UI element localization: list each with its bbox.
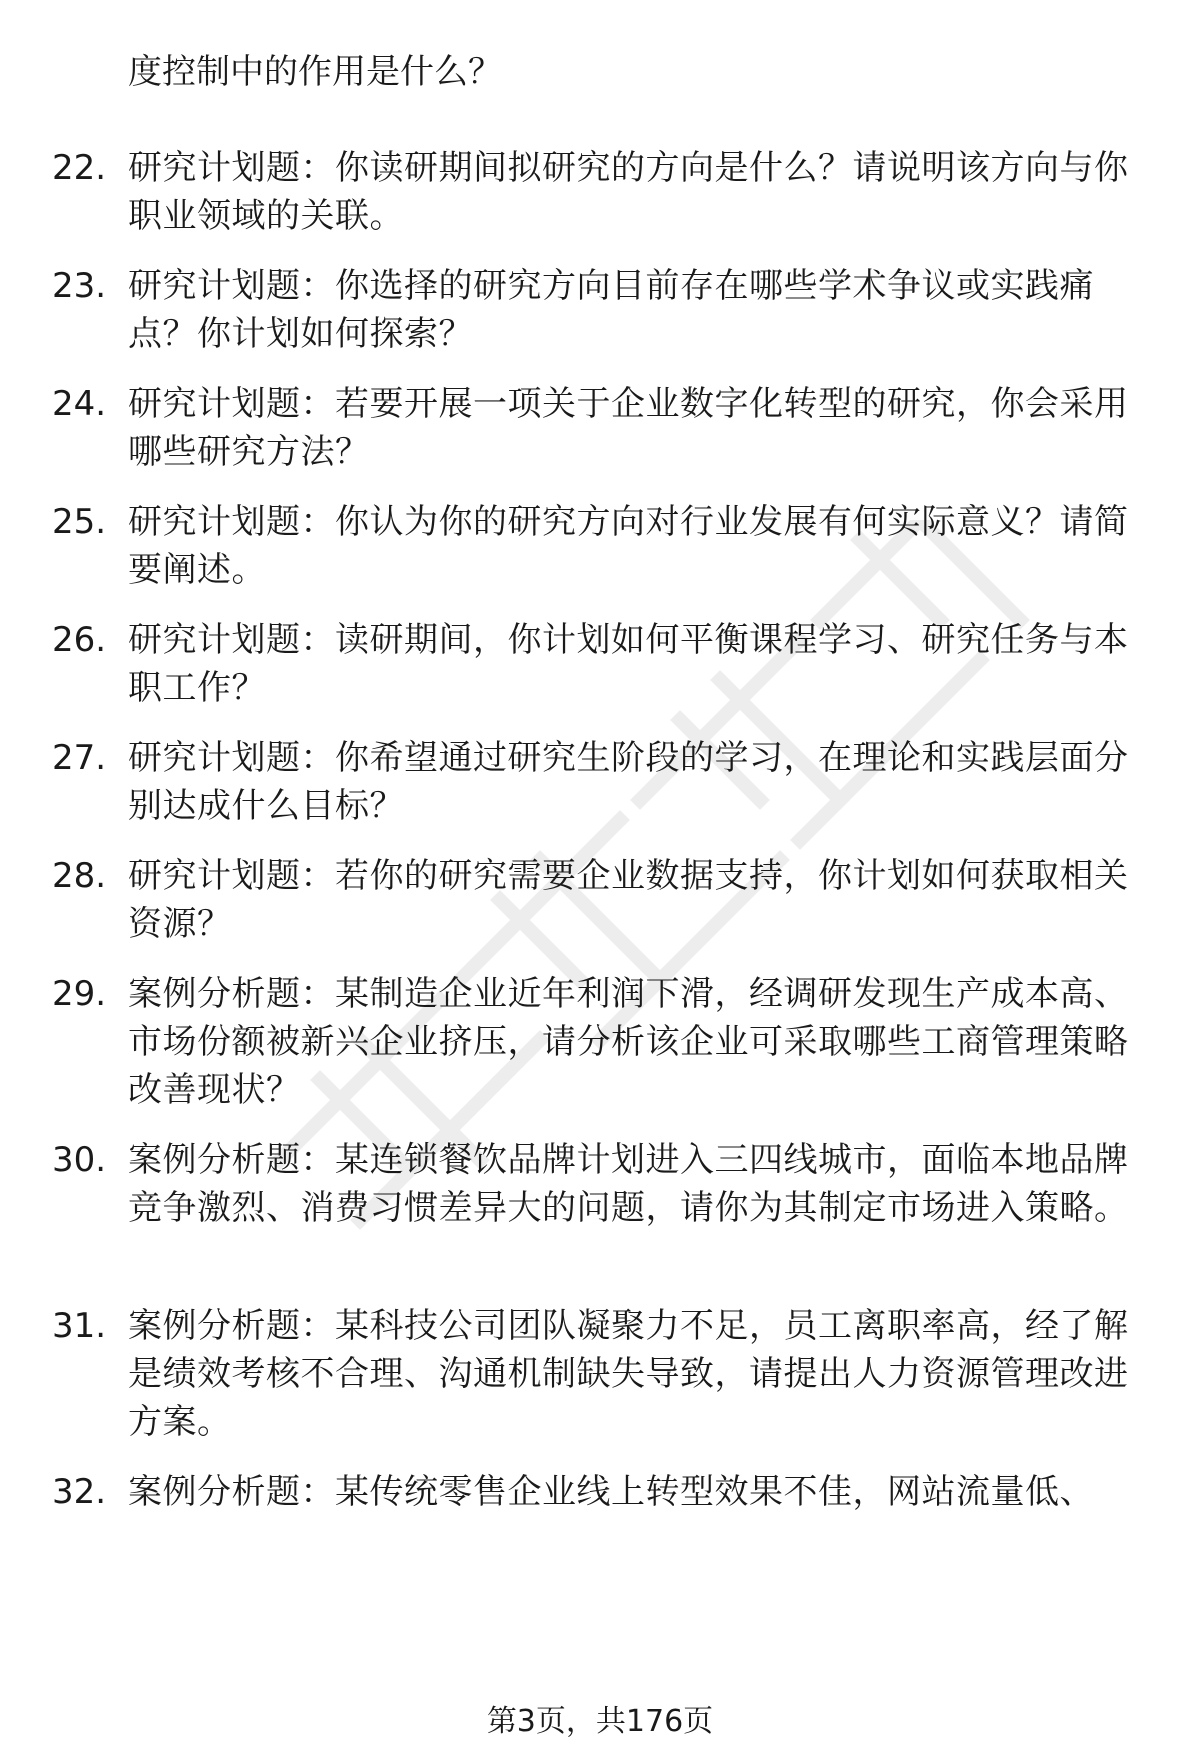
item-number: 23. [52,266,107,306]
item-text: 案例分析题：某传统零售企业线上转型效果不佳，网站流量低、 [128,1472,1094,1512]
item-text: 研究计划题：你读研期间拟研究的方向是什么？请说明该方向与你职业领域的关联。 [128,148,1129,236]
item-number: 27. [52,738,107,778]
item-text: 研究计划题：读研期间，你计划如何平衡课程学习、研究任务与本职工作？ [128,620,1129,708]
item-text: 研究计划题：你希望通过研究生阶段的学习，在理论和实践层面分别达成什么目标？ [128,738,1129,826]
continued-text: 度控制中的作用是什么？ [128,52,502,92]
item-number: 22. [52,148,107,188]
item-number: 31. [52,1306,107,1346]
item-text: 案例分析题：某连锁餐饮品牌计划进入三四线城市，面临本地品牌竞争激烈、消费习惯差异大的问题，请你为其制定市场进入策略。 [128,1140,1129,1228]
item-text: 案例分析题：某科技公司团队凝聚力不足，员工离职率高，经了解是绩效考核不合理、沟通机制缺失导致，请提出人力资源管理改进方案。 [128,1306,1129,1442]
item-text: 研究计划题：若你的研究需要企业数据支持，你计划如何获取相关资源？ [128,856,1129,944]
item-text: 研究计划题：你选择的研究方向目前存在哪些学术争议或实践痛点？你计划如何探索？ [128,266,1094,354]
item-text: 案例分析题：某制造企业近年利润下滑，经调研发现生产成本高、市场份额被新兴企业挤压，请分析该企业可采取哪些工商管理策略改善现状？ [128,974,1129,1110]
item-number: 29. [52,974,107,1014]
item-number: 32. [52,1472,107,1512]
item-number: 30. [52,1140,107,1180]
item-text: 研究计划题：若要开展一项关于企业数字化转型的研究，你会采用哪些研究方法？ [128,384,1129,472]
page-number: 第3页，共176页 [486,1704,714,1739]
item-text: 研究计划题：你认为你的研究方向对行业发展有何实际意义？请简要阐述。 [128,502,1129,590]
item-number: 24. [52,384,107,424]
item-number: 26. [52,620,107,660]
item-number: 25. [52,502,107,542]
item-number: 28. [52,856,107,896]
